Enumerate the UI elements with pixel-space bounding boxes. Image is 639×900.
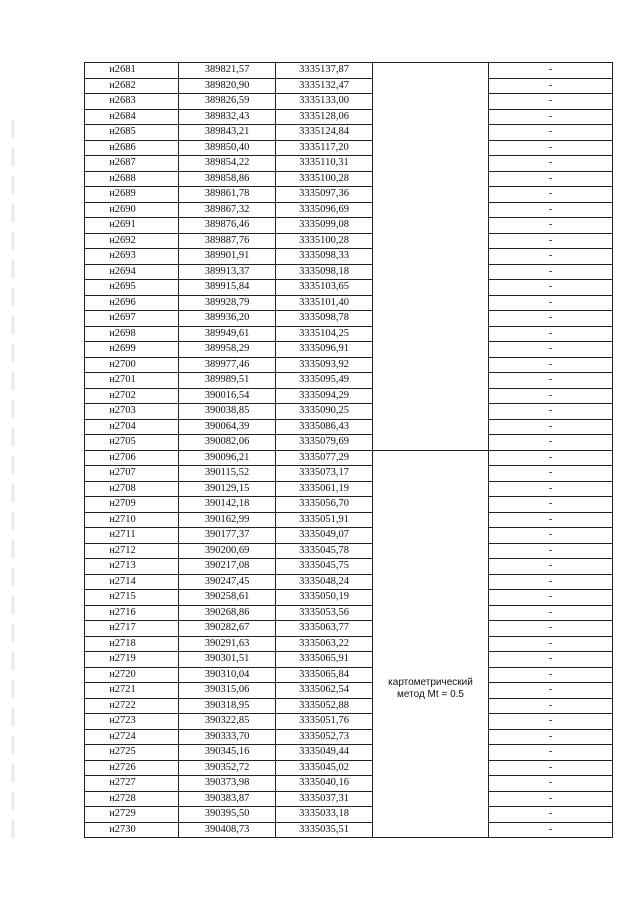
- point-id-cell: н2715: [85, 590, 179, 606]
- y-coordinate-cell: 3335098,33: [276, 249, 373, 265]
- y-coordinate-cell: 3335051,91: [276, 512, 373, 528]
- accuracy-dash-cell: -: [489, 373, 613, 389]
- x-coordinate-cell: 389861,78: [179, 187, 276, 203]
- accuracy-dash-cell: -: [489, 171, 613, 187]
- x-coordinate-cell: 389854,22: [179, 156, 276, 172]
- y-coordinate-cell: 3335095,49: [276, 373, 373, 389]
- y-coordinate-cell: 3335128,06: [276, 109, 373, 125]
- x-coordinate-cell: 389858,86: [179, 171, 276, 187]
- y-coordinate-cell: 3335079,69: [276, 435, 373, 451]
- point-id-cell: н2700: [85, 357, 179, 373]
- point-id-cell: н2720: [85, 667, 179, 683]
- point-id-cell: н2690: [85, 202, 179, 218]
- point-id-cell: н2707: [85, 466, 179, 482]
- accuracy-dash-cell: -: [489, 202, 613, 218]
- point-id-cell: н2703: [85, 404, 179, 420]
- y-coordinate-cell: 3335100,28: [276, 171, 373, 187]
- table-row: [85, 311, 613, 327]
- accuracy-dash-cell: -: [489, 125, 613, 141]
- y-coordinate-cell: 3335033,18: [276, 807, 373, 823]
- y-coordinate-cell: 3335049,44: [276, 745, 373, 761]
- y-coordinate-cell: 3335065,84: [276, 667, 373, 683]
- x-coordinate-cell: 390247,45: [179, 574, 276, 590]
- table-row: [85, 497, 613, 513]
- point-id-cell: н2705: [85, 435, 179, 451]
- point-id-cell: н2699: [85, 342, 179, 358]
- table-row: [85, 559, 613, 575]
- point-id-cell: н2682: [85, 78, 179, 94]
- accuracy-dash-cell: -: [489, 450, 613, 466]
- y-coordinate-cell: 3335103,65: [276, 280, 373, 296]
- point-id-cell: н2686: [85, 140, 179, 156]
- x-coordinate-cell: 390310,04: [179, 667, 276, 683]
- accuracy-dash-cell: -: [489, 621, 613, 637]
- table-row: [85, 683, 613, 699]
- accuracy-dash-cell: -: [489, 156, 613, 172]
- table-row: [85, 466, 613, 482]
- x-coordinate-cell: 390345,16: [179, 745, 276, 761]
- y-coordinate-cell: 3335098,78: [276, 311, 373, 327]
- accuracy-dash-cell: -: [489, 729, 613, 745]
- accuracy-dash-cell: -: [489, 388, 613, 404]
- method-cell-upper: [373, 63, 489, 451]
- table-row: [85, 78, 613, 94]
- accuracy-dash-cell: -: [489, 652, 613, 668]
- x-coordinate-cell: 389876,46: [179, 218, 276, 234]
- x-coordinate-cell: 390408,73: [179, 822, 276, 838]
- y-coordinate-cell: 3335104,25: [276, 326, 373, 342]
- point-id-cell: н2714: [85, 574, 179, 590]
- table-row: [85, 822, 613, 838]
- table-row: [85, 156, 613, 172]
- accuracy-dash-cell: -: [489, 497, 613, 513]
- point-id-cell: н2694: [85, 264, 179, 280]
- side-watermark: [6, 120, 20, 840]
- y-coordinate-cell: 3335052,73: [276, 729, 373, 745]
- point-id-cell: н2692: [85, 233, 179, 249]
- point-id-cell: н2704: [85, 419, 179, 435]
- y-coordinate-cell: 3335063,22: [276, 636, 373, 652]
- x-coordinate-cell: 389887,76: [179, 233, 276, 249]
- table-row: [85, 450, 613, 466]
- accuracy-dash-cell: -: [489, 714, 613, 730]
- x-coordinate-cell: 390162,99: [179, 512, 276, 528]
- y-coordinate-cell: 3335073,17: [276, 466, 373, 482]
- method-line-1: картометрический: [388, 676, 473, 688]
- accuracy-dash-cell: -: [489, 311, 613, 327]
- point-id-cell: н2710: [85, 512, 179, 528]
- point-id-cell: н2696: [85, 295, 179, 311]
- table-row: [85, 543, 613, 559]
- table-row: [85, 605, 613, 621]
- table-row: [85, 295, 613, 311]
- x-coordinate-cell: 390177,37: [179, 528, 276, 544]
- point-id-cell: н2695: [85, 280, 179, 296]
- point-id-cell: н2697: [85, 311, 179, 327]
- table-row: [85, 249, 613, 265]
- x-coordinate-cell: 390383,87: [179, 791, 276, 807]
- y-coordinate-cell: 3335040,16: [276, 776, 373, 792]
- x-coordinate-cell: 389958,29: [179, 342, 276, 358]
- point-id-cell: н2687: [85, 156, 179, 172]
- point-id-cell: н2716: [85, 605, 179, 621]
- accuracy-dash-cell: -: [489, 543, 613, 559]
- accuracy-dash-cell: -: [489, 760, 613, 776]
- point-id-cell: н2726: [85, 760, 179, 776]
- table-row: [85, 187, 613, 203]
- y-coordinate-cell: 3335096,69: [276, 202, 373, 218]
- y-coordinate-cell: 3335137,87: [276, 63, 373, 79]
- x-coordinate-cell: 390268,86: [179, 605, 276, 621]
- table-row: [85, 388, 613, 404]
- x-coordinate-cell: 390291,63: [179, 636, 276, 652]
- table-row: [85, 791, 613, 807]
- accuracy-dash-cell: -: [489, 466, 613, 482]
- table-row: [85, 280, 613, 296]
- point-id-cell: н2713: [85, 559, 179, 575]
- x-coordinate-cell: 389949,61: [179, 326, 276, 342]
- accuracy-dash-cell: -: [489, 419, 613, 435]
- accuracy-dash-cell: -: [489, 326, 613, 342]
- point-id-cell: н2719: [85, 652, 179, 668]
- table-row: [85, 202, 613, 218]
- table-row: [85, 667, 613, 683]
- x-coordinate-cell: 389821,57: [179, 63, 276, 79]
- y-coordinate-cell: 3335062,54: [276, 683, 373, 699]
- accuracy-dash-cell: -: [489, 636, 613, 652]
- point-id-cell: н2691: [85, 218, 179, 234]
- accuracy-dash-cell: -: [489, 683, 613, 699]
- point-id-cell: н2723: [85, 714, 179, 730]
- accuracy-dash-cell: -: [489, 264, 613, 280]
- accuracy-dash-cell: -: [489, 512, 613, 528]
- accuracy-dash-cell: -: [489, 78, 613, 94]
- y-coordinate-cell: 3335099,08: [276, 218, 373, 234]
- x-coordinate-cell: 390258,61: [179, 590, 276, 606]
- point-id-cell: н2724: [85, 729, 179, 745]
- table-row: [85, 357, 613, 373]
- accuracy-dash-cell: -: [489, 667, 613, 683]
- table-row: [85, 435, 613, 451]
- y-coordinate-cell: 3335045,02: [276, 760, 373, 776]
- table-row: [85, 125, 613, 141]
- table-row: [85, 698, 613, 714]
- y-coordinate-cell: 3335090,25: [276, 404, 373, 420]
- table-row: [85, 419, 613, 435]
- y-coordinate-cell: 3335065,91: [276, 652, 373, 668]
- x-coordinate-cell: 389826,59: [179, 94, 276, 110]
- x-coordinate-cell: 389832,43: [179, 109, 276, 125]
- y-coordinate-cell: 3335096,91: [276, 342, 373, 358]
- y-coordinate-cell: 3335056,70: [276, 497, 373, 513]
- accuracy-dash-cell: -: [489, 342, 613, 358]
- accuracy-dash-cell: -: [489, 435, 613, 451]
- x-coordinate-cell: 389820,90: [179, 78, 276, 94]
- y-coordinate-cell: 3335063,77: [276, 621, 373, 637]
- table-row: [85, 621, 613, 637]
- point-id-cell: н2701: [85, 373, 179, 389]
- y-coordinate-cell: 3335124,84: [276, 125, 373, 141]
- point-id-cell: н2717: [85, 621, 179, 637]
- accuracy-dash-cell: -: [489, 559, 613, 575]
- accuracy-dash-cell: -: [489, 140, 613, 156]
- point-id-cell: н2684: [85, 109, 179, 125]
- x-coordinate-cell: 389936,20: [179, 311, 276, 327]
- y-coordinate-cell: 3335045,75: [276, 559, 373, 575]
- table-row: [85, 481, 613, 497]
- y-coordinate-cell: 3335061,19: [276, 481, 373, 497]
- table-row: [85, 745, 613, 761]
- x-coordinate-cell: 390333,70: [179, 729, 276, 745]
- accuracy-dash-cell: -: [489, 187, 613, 203]
- x-coordinate-cell: 389928,79: [179, 295, 276, 311]
- x-coordinate-cell: 390318,95: [179, 698, 276, 714]
- x-coordinate-cell: 390200,69: [179, 543, 276, 559]
- x-coordinate-cell: 390082,06: [179, 435, 276, 451]
- y-coordinate-cell: 3335132,47: [276, 78, 373, 94]
- accuracy-dash-cell: -: [489, 807, 613, 823]
- point-id-cell: н2727: [85, 776, 179, 792]
- x-coordinate-cell: 390217,08: [179, 559, 276, 575]
- y-coordinate-cell: 3335035,51: [276, 822, 373, 838]
- point-id-cell: н2683: [85, 94, 179, 110]
- x-coordinate-cell: 390016,54: [179, 388, 276, 404]
- table-row: [85, 140, 613, 156]
- point-id-cell: н2711: [85, 528, 179, 544]
- point-id-cell: н2730: [85, 822, 179, 838]
- accuracy-dash-cell: -: [489, 481, 613, 497]
- point-id-cell: н2712: [85, 543, 179, 559]
- point-id-cell: н2708: [85, 481, 179, 497]
- method-cell: [373, 450, 489, 838]
- table-row: [85, 94, 613, 110]
- x-coordinate-cell: 390315,06: [179, 683, 276, 699]
- table-row: [85, 218, 613, 234]
- x-coordinate-cell: 389915,84: [179, 280, 276, 296]
- x-coordinate-cell: 389867,32: [179, 202, 276, 218]
- y-coordinate-cell: 3335098,18: [276, 264, 373, 280]
- accuracy-dash-cell: -: [489, 218, 613, 234]
- y-coordinate-cell: 3335117,20: [276, 140, 373, 156]
- point-id-cell: н2688: [85, 171, 179, 187]
- accuracy-dash-cell: -: [489, 791, 613, 807]
- accuracy-dash-cell: -: [489, 605, 613, 621]
- y-coordinate-cell: 3335053,56: [276, 605, 373, 621]
- coordinates-table: [84, 62, 613, 838]
- table-row: [85, 590, 613, 606]
- table-row: [85, 636, 613, 652]
- accuracy-dash-cell: -: [489, 295, 613, 311]
- point-id-cell: н2693: [85, 249, 179, 265]
- point-id-cell: н2728: [85, 791, 179, 807]
- accuracy-dash-cell: -: [489, 745, 613, 761]
- accuracy-dash-cell: -: [489, 776, 613, 792]
- x-coordinate-cell: 389989,51: [179, 373, 276, 389]
- y-coordinate-cell: 3335077,29: [276, 450, 373, 466]
- x-coordinate-cell: 390322,85: [179, 714, 276, 730]
- accuracy-dash-cell: -: [489, 590, 613, 606]
- x-coordinate-cell: 390064,39: [179, 419, 276, 435]
- x-coordinate-cell: 390352,72: [179, 760, 276, 776]
- y-coordinate-cell: 3335097,36: [276, 187, 373, 203]
- point-id-cell: н2721: [85, 683, 179, 699]
- y-coordinate-cell: 3335052,88: [276, 698, 373, 714]
- table-row: [85, 233, 613, 249]
- x-coordinate-cell: 390282,67: [179, 621, 276, 637]
- point-id-cell: н2685: [85, 125, 179, 141]
- y-coordinate-cell: 3335051,76: [276, 714, 373, 730]
- method-line-2: метод Mt = 0.5: [397, 688, 464, 700]
- y-coordinate-cell: 3335101,40: [276, 295, 373, 311]
- accuracy-dash-cell: -: [489, 280, 613, 296]
- table-row: [85, 512, 613, 528]
- table-row: [85, 264, 613, 280]
- accuracy-dash-cell: -: [489, 357, 613, 373]
- table-row: [85, 807, 613, 823]
- y-coordinate-cell: 3335048,24: [276, 574, 373, 590]
- table-row: [85, 171, 613, 187]
- point-id-cell: н2729: [85, 807, 179, 823]
- table-row: [85, 373, 613, 389]
- accuracy-dash-cell: -: [489, 249, 613, 265]
- y-coordinate-cell: 3335094,29: [276, 388, 373, 404]
- table-row: [85, 574, 613, 590]
- point-id-cell: н2725: [85, 745, 179, 761]
- point-id-cell: н2702: [85, 388, 179, 404]
- y-coordinate-cell: 3335133,00: [276, 94, 373, 110]
- table-row: [85, 326, 613, 342]
- table-row: [85, 652, 613, 668]
- x-coordinate-cell: 390301,51: [179, 652, 276, 668]
- table-row: [85, 342, 613, 358]
- table-row: [85, 109, 613, 125]
- point-id-cell: н2681: [85, 63, 179, 79]
- accuracy-dash-cell: -: [489, 233, 613, 249]
- point-id-cell: н2689: [85, 187, 179, 203]
- table-row: [85, 776, 613, 792]
- x-coordinate-cell: 390038,85: [179, 404, 276, 420]
- table-row: [85, 63, 613, 79]
- y-coordinate-cell: 3335045,78: [276, 543, 373, 559]
- table-row: [85, 404, 613, 420]
- y-coordinate-cell: 3335100,28: [276, 233, 373, 249]
- y-coordinate-cell: 3335110,31: [276, 156, 373, 172]
- accuracy-dash-cell: -: [489, 574, 613, 590]
- y-coordinate-cell: 3335049,07: [276, 528, 373, 544]
- x-coordinate-cell: 390096,21: [179, 450, 276, 466]
- y-coordinate-cell: 3335093,92: [276, 357, 373, 373]
- accuracy-dash-cell: -: [489, 528, 613, 544]
- x-coordinate-cell: 389913,37: [179, 264, 276, 280]
- x-coordinate-cell: 389977,46: [179, 357, 276, 373]
- x-coordinate-cell: 390129,15: [179, 481, 276, 497]
- accuracy-dash-cell: -: [489, 822, 613, 838]
- accuracy-dash-cell: -: [489, 63, 613, 79]
- point-id-cell: н2709: [85, 497, 179, 513]
- point-id-cell: н2718: [85, 636, 179, 652]
- table-row: [85, 528, 613, 544]
- x-coordinate-cell: 390115,52: [179, 466, 276, 482]
- point-id-cell: н2706: [85, 450, 179, 466]
- x-coordinate-cell: 390395,50: [179, 807, 276, 823]
- x-coordinate-cell: 389843,21: [179, 125, 276, 141]
- accuracy-dash-cell: -: [489, 698, 613, 714]
- accuracy-dash-cell: -: [489, 94, 613, 110]
- y-coordinate-cell: 3335050,19: [276, 590, 373, 606]
- x-coordinate-cell: 390142,18: [179, 497, 276, 513]
- y-coordinate-cell: 3335086,43: [276, 419, 373, 435]
- accuracy-dash-cell: -: [489, 109, 613, 125]
- point-id-cell: н2722: [85, 698, 179, 714]
- x-coordinate-cell: 390373,98: [179, 776, 276, 792]
- table-row: [85, 760, 613, 776]
- x-coordinate-cell: 389901,91: [179, 249, 276, 265]
- table-row: [85, 714, 613, 730]
- y-coordinate-cell: 3335037,31: [276, 791, 373, 807]
- x-coordinate-cell: 389850,40: [179, 140, 276, 156]
- table-row: [85, 729, 613, 745]
- point-id-cell: н2698: [85, 326, 179, 342]
- accuracy-dash-cell: -: [489, 404, 613, 420]
